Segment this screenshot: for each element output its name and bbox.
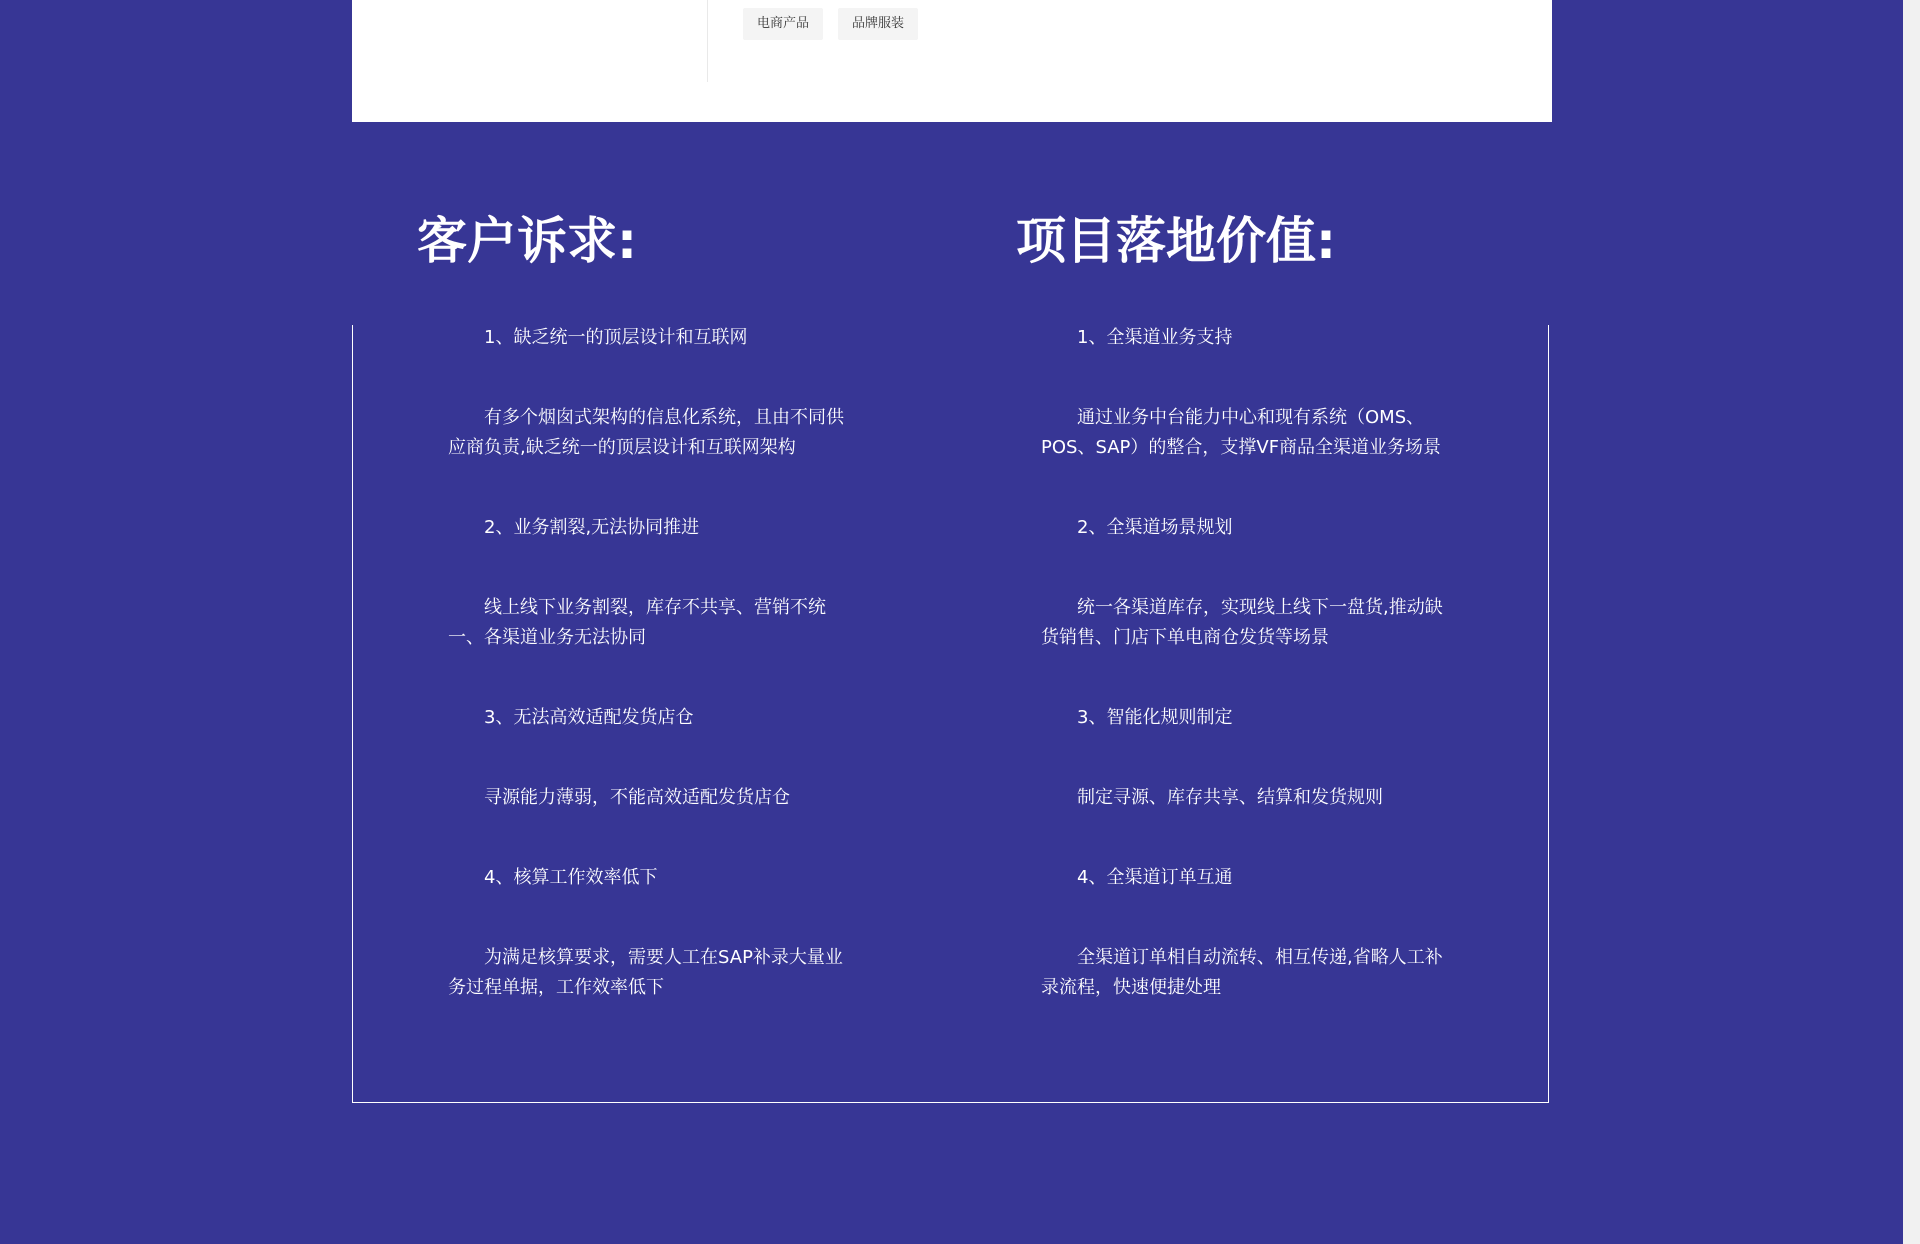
value-body-2: 统一各渠道库存，实现线上线下一盘货,推动缺货销售、门店下单电商仓发货等场景 [1041,597,1443,648]
page-scrollbar[interactable] [1903,0,1920,1244]
demand-body-2: 线上线下业务割裂，库存不共享、营销不统一、各渠道业务无法协同 [448,597,826,648]
value-body-4: 全渠道订单相自动流转、相互传递,省略人工补录流程，快速便捷处理 [1041,947,1443,998]
customer-demands-title: 客户诉求: [417,212,637,270]
value-body-1: 通过业务中台能力中心和现有系统（OMS、POS、SAP）的整合，支撑VF商品全渠道业务场景 [1041,407,1442,458]
case-info-card [352,0,1552,122]
value-heading-3: 3、智能化规则制定 [1077,707,1233,728]
customer-demands-list [448,323,853,1003]
project-value-title: 项目落地价值: [1016,212,1336,270]
tag-ecommerce-product[interactable]: 电商产品 [743,8,823,40]
value-heading-1: 1、全渠道业务支持 [1077,327,1233,348]
card-divider [707,0,708,82]
demand-heading-4: 4、核算工作效率低下 [484,867,658,888]
project-value-list [1041,323,1446,1003]
tag-brand-apparel[interactable]: 品牌服装 [838,8,918,40]
demand-body-4: 为满足核算要求，需要人工在SAP补录大量业务过程单据，工作效率低下 [448,947,843,998]
demand-body-3: 寻源能力薄弱，不能高效适配发货店仓 [484,787,790,808]
demand-heading-3: 3、无法高效适配发货店仓 [484,707,694,728]
demand-body-1: 有多个烟囱式架构的信息化系统，且由不同供应商负责,缺乏统一的顶层设计和互联网架构 [448,407,844,458]
demand-heading-1: 1、缺乏统一的顶层设计和互联网 [484,327,748,348]
value-heading-4: 4、全渠道订单互通 [1077,867,1233,888]
value-body-3: 制定寻源、库存共享、结算和发货规则 [1077,787,1383,808]
demand-heading-2: 2、业务割裂,无法协同推进 [484,517,700,538]
value-heading-2: 2、全渠道场景规划 [1077,517,1233,538]
